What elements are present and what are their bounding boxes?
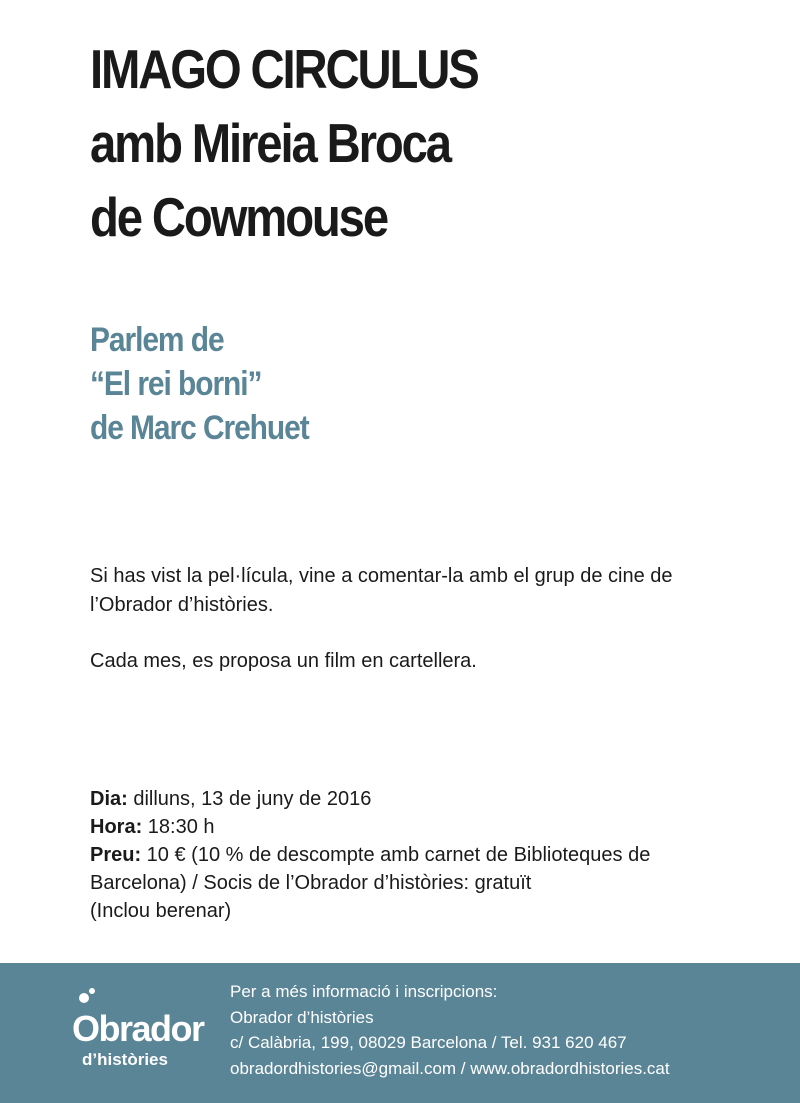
price-row — [90, 841, 730, 897]
monthly-note: Cada mes, es proposa un film en cartellera. — [90, 650, 477, 672]
event-subtitle — [90, 318, 770, 450]
logo-bubble-large — [79, 993, 89, 1003]
logo-subtitle: d’històries — [82, 1050, 168, 1069]
subtitle-line-3: de Marc Crehuet — [90, 409, 309, 447]
obrador-logo — [70, 985, 215, 1085]
price-value: 10 € (10 % de descompte amb carnet de Biblioteques de Barcelona) / Socis de l’Obrador d’històries: gratuït — [90, 844, 651, 894]
day-label: Dia: — [90, 788, 128, 810]
subtitle-line-1: Parlem de — [90, 321, 224, 359]
logo-bubble-small — [89, 988, 95, 994]
footer-bar — [0, 963, 800, 1103]
event-title — [90, 32, 770, 254]
contact-info — [230, 979, 790, 1081]
intro-paragraph: Si has vist la pel·lícula, vine a comentar-la amb el grup de cine de l’Obrador d’històries. — [90, 565, 673, 616]
info-heading: Per a més informació i inscripcions: — [230, 982, 498, 1001]
day-row — [90, 785, 730, 813]
org-name: Obrador d’històries — [230, 1007, 374, 1027]
time-label: Hora: — [90, 816, 143, 838]
logo-wordmark: Obrador — [72, 1008, 204, 1049]
subtitle-line-2: “El rei borni” — [90, 365, 262, 403]
price-label: Preu: — [90, 844, 142, 866]
event-details — [90, 785, 730, 925]
time-row — [90, 813, 730, 841]
day-value: dilluns, 13 de juny de 2016 — [127, 788, 372, 810]
contact-line: obradordhistories@gmail.com / www.obradordhistories.cat — [230, 1058, 670, 1078]
time-value: 18:30 h — [142, 816, 215, 838]
title-line-2: amb Mireia Broca — [90, 112, 450, 174]
title-line-1: IMAGO CIRCULUS — [90, 38, 478, 100]
snack-note: (Inclou berenar) — [90, 900, 232, 922]
title-line-3: de Cowmouse — [90, 186, 387, 248]
address-line: c/ Calàbria, 199, 08029 Barcelona / Tel. 931 620 467 — [230, 1033, 627, 1052]
